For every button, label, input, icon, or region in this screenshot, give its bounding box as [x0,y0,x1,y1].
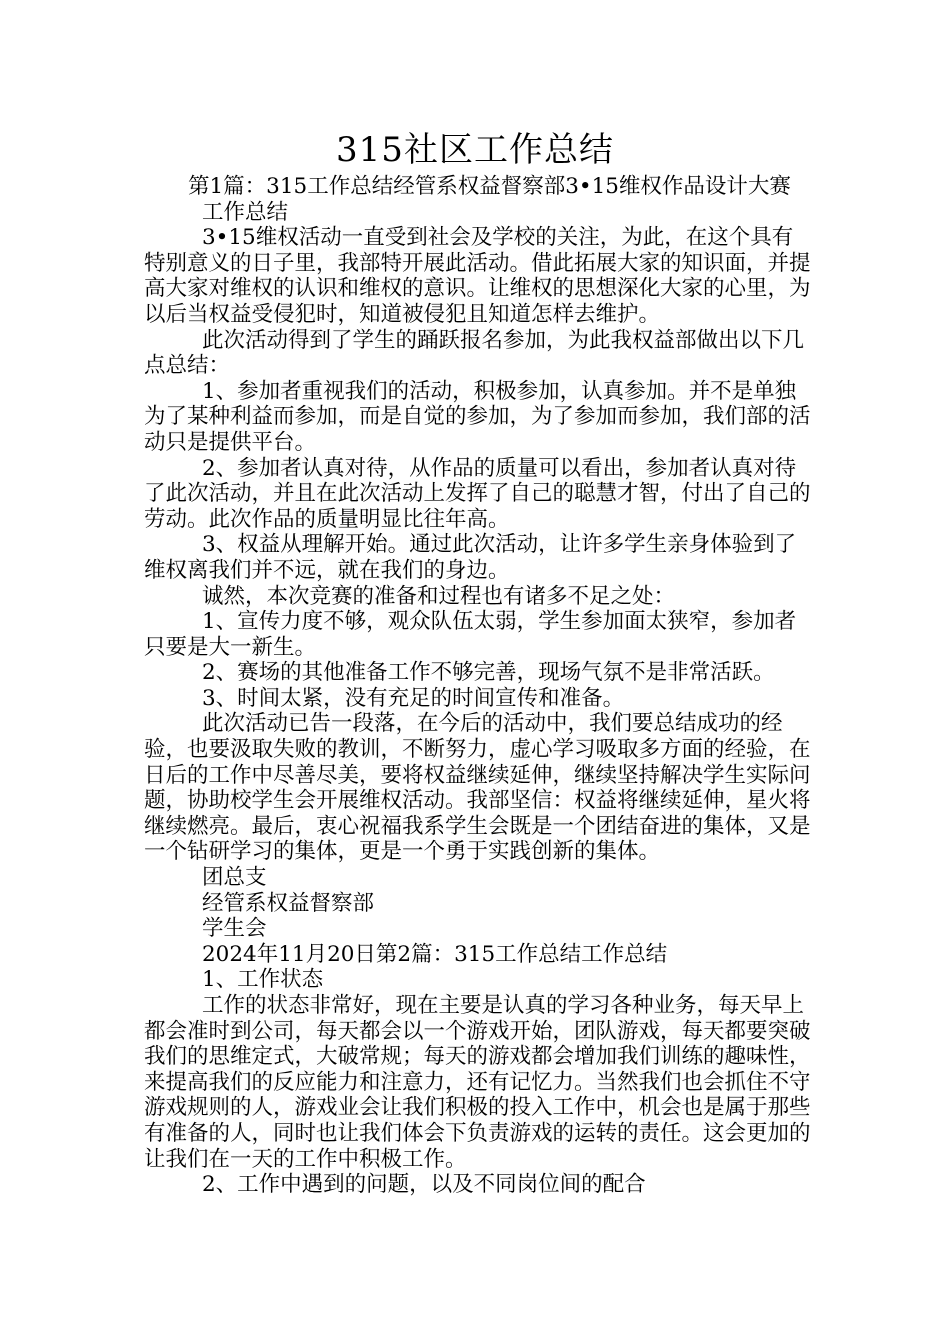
signature-line-2: 经管系权益督察部 [202,890,375,916]
paragraph-7: 3、权益从理解开始。通过此次活动，让许多学生亲身体验到了维权离我们并不远，就在我们的身边。 [144,532,797,583]
section-heading-1: 1、工作状态 [202,967,324,993]
document-title: 315社区工作总结 [336,130,614,170]
signature-line-1: 团总支 [202,865,267,891]
section-heading-2: 2、工作中遇到的问题，以及不同岗位间的配合 [202,1172,646,1198]
paragraph-1: 第1篇：315工作总结经管系权益督察部3•15维权作品设计大赛 [188,174,791,199]
paragraph-11: 3、时间太紧，没有充足的时间宣传和准备。 [202,685,625,711]
signature-line-3: 学生会 [202,916,267,942]
document-body [144,174,812,1198]
paragraph-2: 工作总结 [202,199,289,225]
date-and-part-2-heading: 2024年11月20日第2篇：315工作总结工作总结 [202,941,668,967]
paragraph-5: 1、参加者重视我们的活动，积极参加，认真参加。并不是单独为了某种利益而参加，而是自觉的参加，为了参加而参加，我们部的活动只是提供平台。 [144,378,811,455]
paragraph-12: 此次活动已告一段落，在今后的活动中，我们要总结成功的经验，也要汲取失败的教训，不断努力，虚心学习吸取多方面的经验，在日后的工作中尽善尽美，要将权益继续延伸，继续坚持解决学生实际问题，协助校学生会开展维权活动。我部坚信：权益将继续延伸，星火将继续燃亮。最后，衷心祝福我系学生会既是一个团结奋进的集体，又是一个钻研学习的集体，更是一个勇于实践创新的集体。 [144,711,811,865]
paragraph-3: 3•15维权活动一直受到社会及学校的关注，为此，在这个具有特别意义的日子里，我部特开展此活动。借此拓展大家的知识面，并提高大家对维权的认识和维权的意识。让维权的思想深化大家的心里，为以后当权益受侵犯时，知道被侵犯且知道怎样去维护。 [144,225,811,327]
paragraph-9: 1、宣传力度不够，观众队伍太弱，学生参加面太狭窄，参加者只要是大一新生。 [144,609,797,660]
paragraph-work-status: 工作的状态非常好，现在主要是认真的学习各种业务，每天早上都会准时到公司，每天都会以一个游戏开始，团队游戏，每天都要突破我们的思维定式，大破常规；每天的游戏都会增加我们训练的趣味性，来提高我们的反应能力和注意力，还有记忆力。当然我们也会抓住不守游戏规则的人，游戏业会让我们积极的投入工作中，机会也是属于那些有准备的人，同时也让我们体会下负责游戏的运转的责任。这会更加的让我们在一天的工作中积极工作。 [144,993,811,1172]
paragraph-10: 2、赛场的其他准备工作不够完善，现场气氛不是非常活跃。 [202,660,775,686]
paragraph-4: 此次活动得到了学生的踊跃报名参加，为此我权益部做出以下几点总结： [144,327,805,379]
paragraph-6: 2、参加者认真对待，从作品的质量可以看出，参加者认真对待了此次活动，并且在此次活动上发挥了自己的聪慧才智，付出了自己的劳动。此次作品的质量明显比往年高。 [144,455,811,532]
paragraph-8: 诚然，本次竞赛的准备和过程也有诸多不足之处： [202,583,676,609]
